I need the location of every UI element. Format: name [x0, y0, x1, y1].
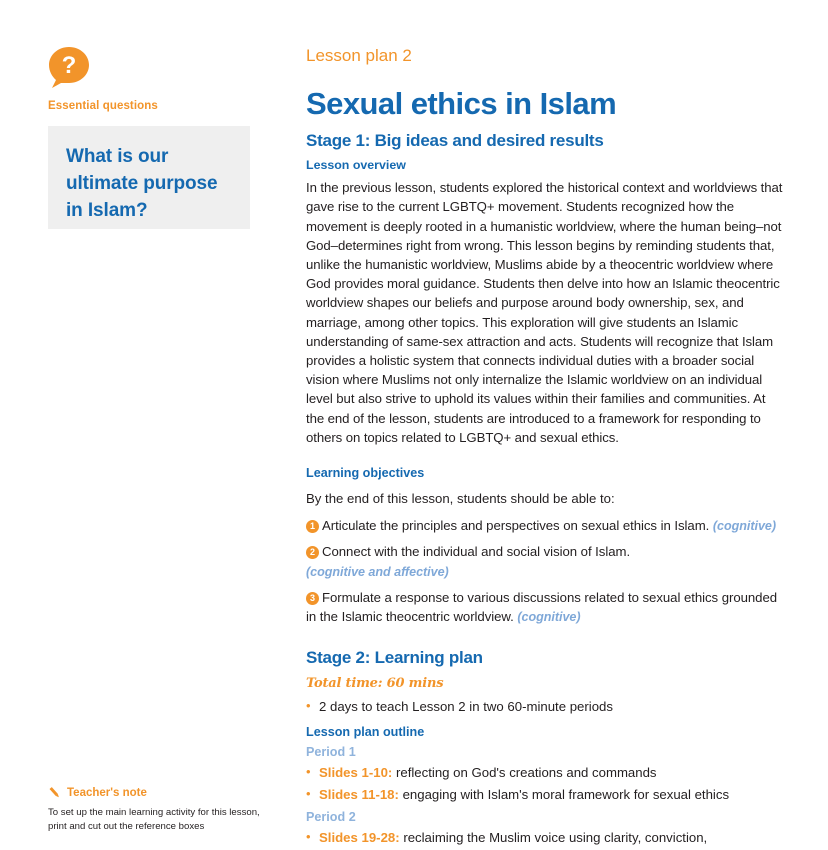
lesson-plan-kicker: Lesson plan 2: [306, 46, 412, 65]
bullet-dot-icon: •: [306, 828, 311, 844]
learning-objectives-heading: Learning objectives: [306, 465, 425, 480]
objective-domain-tag: (cognitive): [712, 519, 776, 534]
objective-domain-tag: (cognitive): [517, 609, 581, 624]
lesson-main-column: [306, 46, 784, 850]
learning-objective-item: [306, 542, 784, 580]
teachers-note-title: Teacher's note: [67, 787, 147, 799]
period-label: Period 2: [306, 809, 356, 824]
objective-number-badge: 3: [306, 592, 319, 605]
question-speech-bubble-icon: [48, 46, 90, 88]
slides-range-label: Slides 19-28:: [319, 829, 400, 845]
bullet-dot-icon: •: [306, 785, 311, 801]
essential-questions-label: Essential questions: [48, 100, 158, 112]
slides-row-content: [319, 763, 784, 782]
learning-objectives-intro: By the end of this lesson, students should be able to:: [306, 490, 615, 506]
objective-text: Formulate a response to various discussions related to sexual ethics grounded in the Islamic theocentric worldview.: [306, 589, 778, 624]
objective-domain-tag: (cognitive and affective): [306, 564, 449, 579]
svg-text:?: ?: [61, 52, 77, 79]
time-bullet-row: [306, 697, 784, 716]
slides-range-label: Slides 11-18:: [319, 786, 399, 802]
stage-2-section: [306, 648, 784, 847]
period-label: Period 1: [306, 744, 356, 759]
slides-range-label: Slides 1-10:: [319, 764, 393, 780]
learning-objective-item: [306, 588, 784, 626]
essential-question-box: [48, 126, 250, 229]
total-time-label: Total time: 60 mins: [306, 675, 444, 691]
lesson-overview-text: In the previous lesson, students explored the historical context and worldviews that gave rise to the current LGBTQ+ movement. Students recognized how the movement is deeply rooted in a humanistic worldview, where the human being–not God–determines right from wrong. This lesson begins by reminding students that, unlike the humanistic worldview, Muslims abide by a theocentric worldview where God provides moral guidance. Students then delve into how an Islamic theocentric worldview shapes our beliefs and purpose around body ownership, sex, and marriage, among other topics. This exploration will give students an Islamic understanding of same-sex attraction and acts. Students will recognize that Islam provides a holistic system that connects individual duties with a broader social vision where Muslims not only internalize the Islamic worldview on an individual level but also strive to uphold its values within their families and communities. At the end of the lesson, students are introduced to a framework for responding to others on topics related to LGBTQ+ and sexual ethics.: [306, 180, 783, 445]
bullet-dot-icon: •: [306, 763, 311, 779]
essential-questions-sidebar: [48, 46, 258, 229]
time-bullet-text: 2 days to teach Lesson 2 in two 60-minute periods: [319, 698, 613, 714]
page-title: Sexual ethics in Islam: [306, 86, 617, 122]
slides-description: reclaiming the Muslim voice using clarity, conviction,: [403, 829, 708, 845]
learning-objective-item: [306, 516, 784, 535]
slides-row: [306, 785, 784, 804]
objective-text: Connect with the individual and social vision of Islam.: [322, 544, 631, 560]
pencil-icon: [48, 786, 62, 800]
teachers-note-header: [48, 786, 278, 800]
stage-2-heading: Stage 2: Learning plan: [306, 648, 483, 668]
slides-row-content: [319, 785, 784, 804]
teachers-note: [48, 786, 278, 834]
lesson-overview-heading: Lesson overview: [306, 158, 406, 173]
lesson-plan-outline-heading: Lesson plan outline: [306, 724, 425, 739]
slides-row: [306, 828, 784, 847]
slides-description: engaging with Islam's moral framework for sexual ethics: [402, 786, 730, 802]
slides-description: reflecting on God's creations and commands: [395, 764, 657, 780]
slides-row-content: [319, 828, 784, 847]
slides-row: [306, 763, 784, 782]
objective-number-badge: 2: [306, 546, 319, 559]
teachers-note-body: To set up the main learning activity for this lesson, print and cut out the reference boxes: [48, 807, 260, 832]
stage-1-heading: Stage 1: Big ideas and desired results: [306, 130, 604, 150]
bullet-dot-icon: •: [306, 697, 311, 713]
objective-number-badge: 1: [306, 520, 319, 533]
essential-question-text: What is our ultimate purpose in Islam?: [66, 146, 218, 221]
objective-text: Articulate the principles and perspectives on sexual ethics in Islam.: [322, 518, 710, 534]
